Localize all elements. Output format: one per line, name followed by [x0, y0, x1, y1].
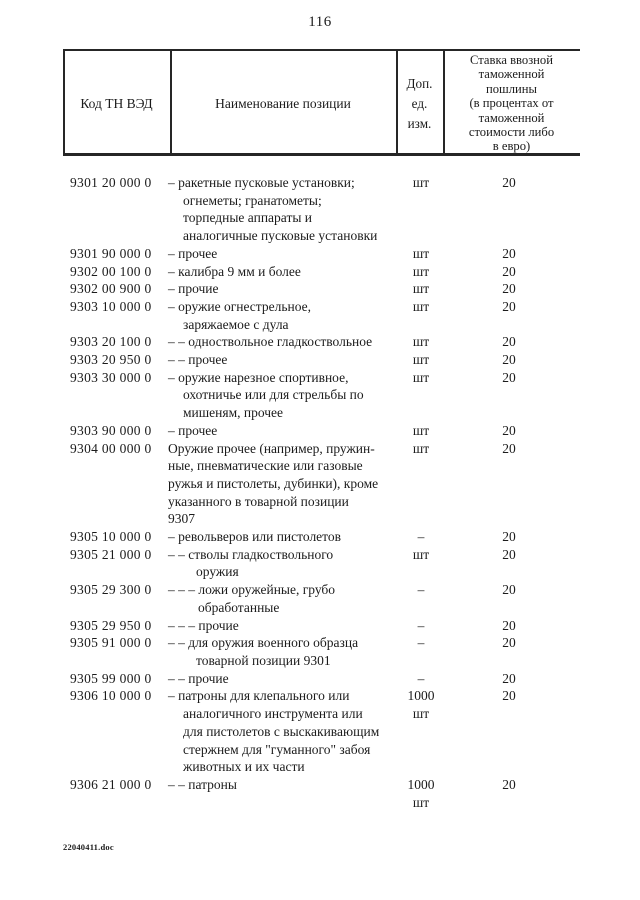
description-line: – – одноствольное гладкоствольное [168, 334, 373, 350]
table-top-border [63, 49, 580, 51]
description-line: – – прочее [168, 352, 228, 368]
rate-cell: 20 [502, 670, 516, 686]
table-row [0, 369, 640, 422]
unit-line: шт [412, 352, 430, 368]
description-cell [168, 670, 398, 688]
description-cell [168, 263, 398, 281]
rate-cell: 20 [502, 281, 516, 297]
unit-cell [398, 634, 444, 652]
description-cell [168, 546, 398, 581]
rate-cell: 20 [502, 352, 516, 368]
description-cell [168, 581, 398, 616]
description-line: – калибра 9 мм и более [168, 263, 301, 279]
description-cell [168, 528, 398, 546]
unit-line: шт [412, 334, 430, 350]
description-cell [168, 634, 398, 669]
unit-line: шт [412, 281, 430, 297]
description-line: – оружие огнестрельное, [168, 298, 311, 314]
description-line: – – для оружия военного образца [168, 635, 359, 651]
description-cell [168, 687, 398, 776]
table-row [0, 351, 640, 369]
code-cell: 9306 21 000 0 [70, 776, 152, 792]
rate-cell: 20 [502, 175, 516, 190]
code-cell: 9302 00 900 0 [70, 281, 152, 297]
unit-cell [398, 263, 444, 281]
unit-line: 1000 [407, 776, 435, 792]
rate-cell: 20 [502, 334, 516, 350]
table-row [0, 298, 640, 333]
header-col-name: Наименование позиции [215, 96, 351, 111]
rate-cell: 20 [502, 245, 516, 261]
description-line: охотничье или для стрельбы по [183, 387, 364, 403]
description-line: огнеметы; гранатометы; [183, 192, 322, 208]
description-cell [168, 422, 398, 440]
description-cell [168, 280, 398, 298]
description-line: – – прочие [168, 670, 229, 686]
code-cell: 9304 00 000 0 [70, 440, 152, 456]
unit-line: шт [412, 794, 430, 810]
description-line: заряжаемое с дула [183, 316, 289, 332]
description-line: – – – прочие [168, 617, 239, 633]
unit-cell [398, 369, 444, 387]
description-line: 9307 [168, 511, 195, 527]
unit-cell [398, 617, 444, 635]
header-col-code: Код ТН ВЭД [80, 96, 153, 111]
unit-line: шт [412, 245, 430, 261]
description-line: указанного в товарной позиции [168, 493, 349, 509]
rate-cell: 20 [502, 529, 516, 545]
unit-cell [398, 280, 444, 298]
description-line: – револьверов или пистолетов [168, 529, 342, 545]
unit-line: шт [412, 175, 430, 190]
description-cell [168, 298, 398, 333]
description-line: – ракетные пусковые установки; [168, 175, 355, 190]
table-body [0, 174, 640, 811]
table-row [0, 422, 640, 440]
code-cell: 9305 10 000 0 [70, 529, 152, 545]
rate-cell: 20 [502, 546, 516, 562]
table-row [0, 776, 640, 811]
code-cell: 9302 00 100 0 [70, 263, 152, 279]
unit-line: шт [412, 706, 430, 722]
unit-cell [398, 528, 444, 546]
unit-cell [398, 670, 444, 688]
unit-cell [398, 333, 444, 351]
rate-cell: 20 [502, 635, 516, 651]
description-line: – прочее [168, 422, 218, 438]
unit-cell [398, 546, 444, 564]
code-cell: 9301 90 000 0 [70, 245, 152, 261]
description-line: Оружие прочее (например, пружин- [168, 440, 375, 456]
table-row [0, 617, 640, 635]
code-cell: 9305 21 000 0 [70, 546, 152, 562]
description-line: торпедные аппараты и [183, 210, 313, 226]
description-cell [168, 617, 398, 635]
document-filename: 22040411.doc [63, 842, 114, 852]
description-cell [168, 440, 398, 529]
table-row [0, 687, 640, 776]
table-row [0, 546, 640, 581]
description-line: – – – ложи оружейные, грубо [168, 582, 336, 598]
description-cell [168, 333, 398, 351]
table-row [0, 670, 640, 688]
header-col-rate [443, 53, 580, 154]
unit-cell [398, 581, 444, 599]
code-cell: 9301 20 000 0 [70, 175, 152, 190]
description-cell [168, 369, 398, 422]
description-cell [168, 174, 398, 245]
header-rate-line: таможенной [478, 110, 545, 125]
description-line: товарной позиции 9301 [196, 652, 331, 668]
code-cell: 9305 99 000 0 [70, 670, 152, 686]
header-rate-line: стоимости либо [468, 125, 555, 140]
unit-cell [398, 174, 444, 192]
header-rate-line: пошлины [486, 81, 537, 96]
description-line: аналогичного инструмента или [183, 706, 363, 722]
description-cell [168, 776, 398, 794]
unit-cell [398, 440, 444, 458]
rate-cell: 20 [502, 440, 516, 456]
table-row [0, 174, 640, 245]
header-col-unit [396, 74, 443, 134]
unit-line: шт [412, 440, 430, 456]
description-line: – патроны для клепального или [168, 688, 350, 704]
unit-line: – [417, 617, 425, 633]
description-line: ружья и пистолеты, дубинки), кроме [168, 475, 379, 491]
unit-line: шт [412, 422, 430, 438]
description-line: животных и их части [183, 759, 305, 775]
unit-cell [398, 245, 444, 263]
unit-line: 1000 [407, 688, 435, 704]
table-row [0, 440, 640, 529]
table-row [0, 280, 640, 298]
code-cell: 9303 90 000 0 [70, 422, 152, 438]
description-line: – прочие [168, 281, 219, 297]
description-line: – – стволы гладкоствольного [168, 546, 334, 562]
header-unit-line: изм. [407, 116, 432, 131]
description-cell [168, 351, 398, 369]
table-row [0, 581, 640, 616]
code-cell: 9305 91 000 0 [70, 635, 152, 651]
page-number: 116 [308, 14, 332, 30]
code-cell: 9303 30 000 0 [70, 369, 152, 385]
table-row [0, 333, 640, 351]
description-line: – оружие нарезное спортивное, [168, 369, 349, 385]
unit-cell [398, 687, 444, 722]
code-cell: 9306 10 000 0 [70, 688, 152, 704]
rate-cell: 20 [502, 688, 516, 704]
unit-line: шт [412, 369, 430, 385]
unit-cell [398, 298, 444, 316]
unit-line: – [417, 670, 425, 686]
unit-line: – [417, 635, 425, 651]
description-line: мишеням, прочее [183, 405, 284, 421]
rate-cell: 20 [502, 263, 516, 279]
header-unit-line: ед. [411, 96, 428, 111]
rate-cell: 20 [502, 422, 516, 438]
header-rate-line: (в процентах от [469, 96, 554, 111]
code-cell: 9305 29 950 0 [70, 617, 152, 633]
description-line: стержнем для "гуманного" забоя [183, 741, 371, 757]
unit-line: шт [412, 263, 430, 279]
description-line: обработанные [198, 599, 280, 615]
unit-line: – [417, 582, 425, 598]
rate-cell: 20 [502, 582, 516, 598]
unit-cell [398, 351, 444, 369]
rate-cell: 20 [502, 776, 516, 792]
description-line: – прочее [168, 245, 218, 261]
description-line: аналогичные пусковые установки [183, 228, 378, 244]
table-row [0, 528, 640, 546]
description-cell [168, 245, 398, 263]
code-cell: 9305 29 300 0 [70, 582, 152, 598]
header-rate-line: Ставка ввозной [470, 53, 553, 67]
unit-cell [398, 776, 444, 811]
rate-cell: 20 [502, 617, 516, 633]
description-line: оружия [196, 564, 239, 580]
header-rate-line: таможенной [478, 67, 545, 82]
code-cell: 9303 20 950 0 [70, 352, 152, 368]
description-line: ные, пневматические или газовые [168, 458, 363, 474]
header-rate-line: в евро) [492, 139, 531, 154]
table-row [0, 263, 640, 281]
unit-line: шт [412, 546, 430, 562]
table-row [0, 634, 640, 669]
description-line: – – патроны [168, 776, 237, 792]
rate-cell: 20 [502, 369, 516, 385]
header-unit-line: Доп. [406, 76, 433, 91]
description-line: для пистолетов с выскакивающим [183, 723, 380, 739]
table-row [0, 245, 640, 263]
unit-line: шт [412, 298, 430, 314]
unit-cell [398, 422, 444, 440]
code-cell: 9303 10 000 0 [70, 298, 152, 314]
code-cell: 9303 20 100 0 [70, 334, 152, 350]
rate-cell: 20 [502, 298, 516, 314]
unit-line: – [417, 529, 425, 545]
